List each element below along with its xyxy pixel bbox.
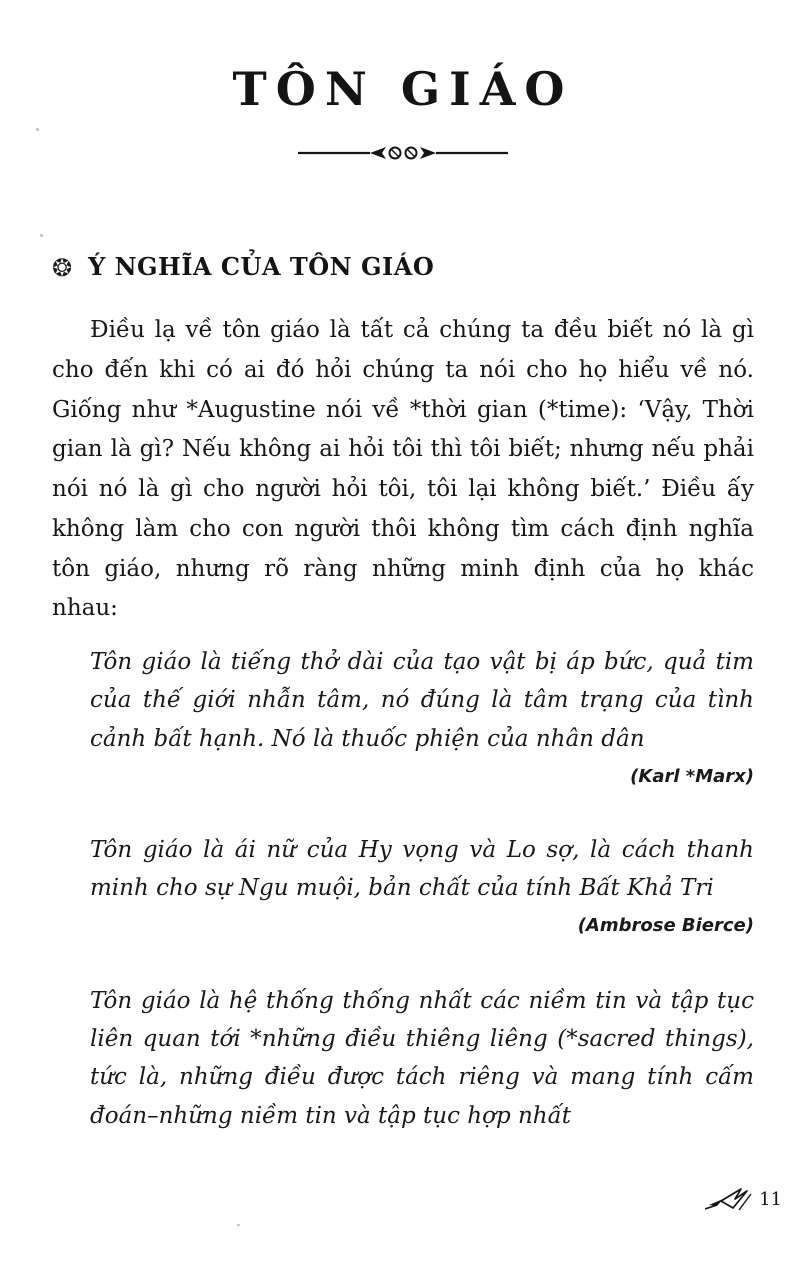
page-footer <box>705 1186 782 1212</box>
section-heading-row <box>52 252 754 281</box>
scan-speck <box>40 234 43 237</box>
quote-bierce: Tôn giáo là ái nữ của Hy vọng và Lo sợ, là cách thanh minh cho sự Ngu muội, bản chất của tính Bất Khả Tri <box>90 836 754 901</box>
quote-marx-attribution: (Karl *Marx) <box>630 765 754 787</box>
section-heading: Ý NGHĨA CỦA TÔN GIÁO <box>88 252 435 281</box>
quote-durkheim: Tôn giáo là hệ thống thống nhất các niềm tin và tập tục liên quan tới *những điều thiêng liêng (*sacred things), tức là, những điều được tách riêng và mang tính cấm đoán–những niềm tin và tập tục hợp nhất <box>90 988 754 1129</box>
quote-marx: Tôn giáo là tiếng thở dài của tạo vật bị áp bức, quả tim của thế giới nhẫn tâm, nó đúng là tâm trạng của tình cảnh bất hạnh. Nó là thuốc phiện của nhân dân <box>90 649 754 752</box>
flower-bullet-icon: ❂ <box>52 253 73 282</box>
page-title: TÔN GIÁO <box>232 62 574 116</box>
ornament-divider <box>52 142 754 164</box>
ornament-bird-icon <box>705 1186 757 1212</box>
page-number: 11 <box>759 1188 782 1210</box>
scan-speck <box>36 128 39 131</box>
scan-speck <box>237 1224 240 1226</box>
divider-flourish-icon <box>298 142 508 164</box>
body-paragraph: Điều lạ về tôn giáo là tất cả chúng ta đều biết nó là gì cho đến khi có ai đó hỏi chúng ta nói cho họ hiểu về nó. Giống như *Augustine nói về *thời gian (*time): ‘Vậy, Thời gian là gì? Nếu không ai hỏi tôi thì tôi biết; nhưng nếu phải nói nó là gì cho người hỏi tôi, tôi lại không biết.’ Điều ấy không làm cho con người thôi không tìm cách định nghĩa tôn giáo, nhưng rõ ràng những minh định của họ khác nhau: <box>52 317 754 622</box>
quote-bierce-attribution: (Ambrose Bierce) <box>577 915 754 937</box>
